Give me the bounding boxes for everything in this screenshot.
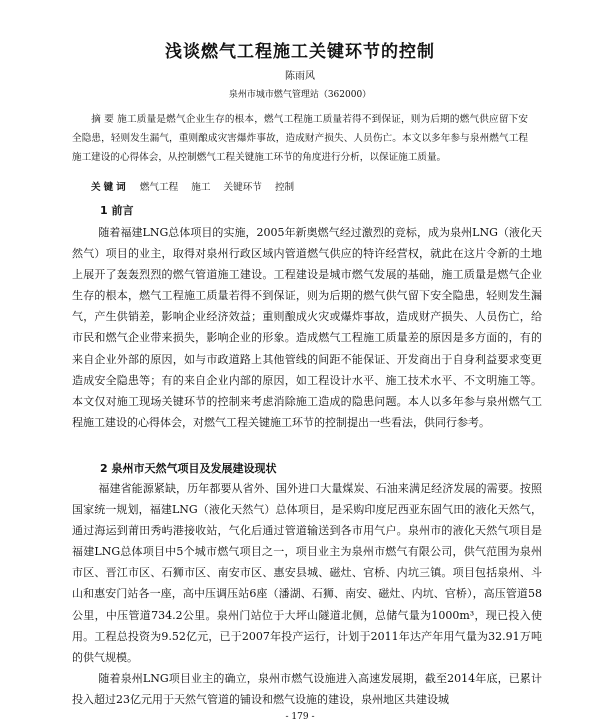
page-number: - 179 -: [285, 712, 315, 722]
keyword: 施工: [191, 182, 211, 193]
author-affiliation: 泉州市城市燃气管理站（362000）: [228, 90, 372, 100]
body-paragraph: 随着泉州LNG项目业主的确立，泉州市燃气设施进入高速发展期，截至2014年底，已累计投入超过23亿元用于天然气管道的铺设和燃气设施的建设，泉州地区共建设城: [72, 672, 542, 707]
body-paragraph: 随着福建LNG总体项目的实施，2005年新奥燃气经过激烈的竞标，成为泉州LNG（液化天然气）项目的业主，取得对泉州行政区域内管道燃气供应的特许经营权，就此在这片令新的土地上展开了轰轰烈烈的燃气管道施工建设。工程建设是城市燃气发展的基础，施工质量是燃气企业生存的根本，燃气工程施工质量若得不到保证，则为后期的燃气供气留下安全隐患，轻则发生漏气，产生供销差，影响企业经济效益；重则酿成火灾或爆炸事故，造成财产损失、人员伤亡，给市民和燃气企业带来损失，影响企业的形象。造成燃气工程施工质量差的原因是多方面的，有的来自企业外部的原因，如与市政道路上其他管线的间距不能保证、开发商出于自身利益要求变更造成安全隐患等；有的来自企业内部的原因，如工程设计水平、施工技术水平、不文明施工等。本文仅对施工现场关键环节的控制来考虑消除施工造成的隐患问题。本人以多年参与泉州燃气工程施工建设的心得体会，对燃气工程关键施工环节的控制提出一些看法，供同行参考。: [72, 226, 542, 429]
section-heading: 1 前言: [100, 204, 134, 217]
keyword: 关键环节: [223, 182, 262, 193]
paper-title: 浅谈燃气工程施工关键环节的控制: [165, 42, 435, 62]
keywords-label: 关键词: [91, 182, 129, 193]
abstract: 摘 要 施工质量是燃气企业生存的根本，燃气工程施工质量若得不到保证，则为后期的燃气供应留下安全隐患，轻则发生漏气，重则酿成灾害爆炸事故，造成财产损失、人员伤亡。本文以多年参与泉州燃气工程施工建设的心得体会，从控制燃气工程关键施工环节的角度进行分析，以保证施工质量。: [72, 114, 528, 163]
keywords-line: [91, 178, 304, 197]
section-heading: 2 泉州市天然气项目及发展建设现状: [100, 462, 277, 475]
keyword: 燃气工程: [139, 182, 179, 193]
author-name: 陈雨风: [285, 71, 315, 82]
keyword: 控制: [274, 182, 295, 193]
body-paragraph: 福建省能源紧缺，历年都要从省外、国外进口大量煤炭、石油来满足经济发展的需要。按照国家统一规划，福建LNG（液化天然气）总体项目，是采购印度尼西亚东固气田的液化天然气，通过海运到莆田秀屿港接收站，气化后通过管道输送到各市用气户。泉州市的液化天然气项目是福建LNG总体项目中5个城市燃气项目之一，项目业主为泉州市燃气有限公司，供气范围为泉州市区、晋江市区、石狮市区、南安市区、惠安县城、磁灶、官桥、内坑三镇。项目包括泉州、斗山和惠安门站各一座，高中压调压站6座（潘湖、石狮、南安、磁灶、内坑、官桥），高压管道58公里，中压管道734.2公里。泉州门站位于大坪山隧道北侧，总储气量为1000m³，现已投入使用。工程总投资为9.52亿元，已于2007年投产运行，计划于2011年达产年用气量为32.91万吨的供气规模。: [72, 482, 542, 664]
